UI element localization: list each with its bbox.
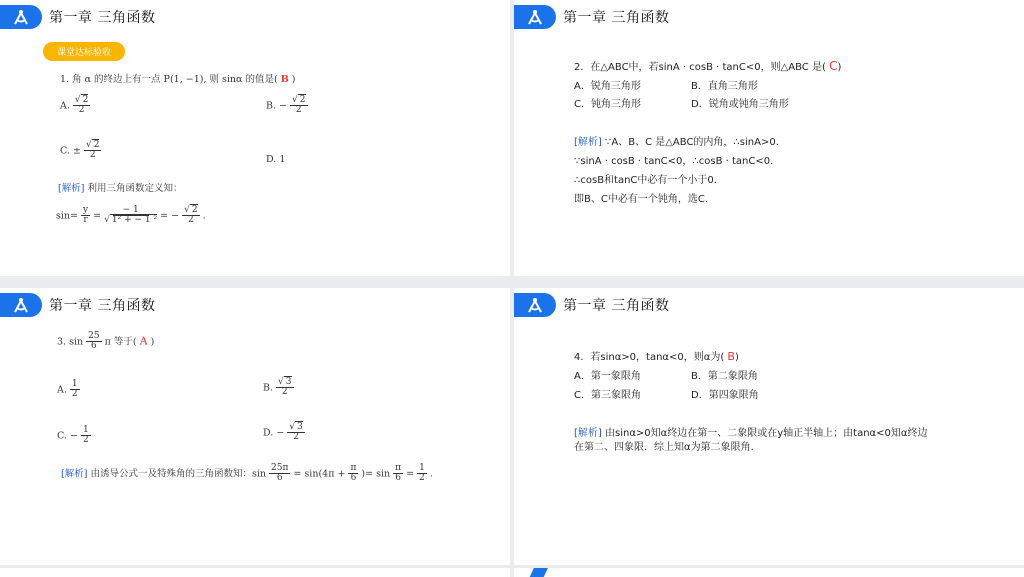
- denominator: 6: [91, 341, 97, 352]
- numerator: − 1: [113, 206, 149, 216]
- fraction-y-over-r: [81, 206, 90, 226]
- analysis-line: [61, 464, 433, 484]
- option-a: [57, 380, 80, 400]
- fraction: $\frac{√ 2}{2}$: [292, 95, 306, 116]
- slide-6-partial[interactable]: [514, 568, 1024, 577]
- option-b: [266, 96, 308, 116]
- fraction: [348, 464, 358, 484]
- numerator: π: [350, 463, 357, 473]
- slide-1[interactable]: [0, 0, 510, 276]
- denominator: 6: [395, 473, 401, 484]
- option-d: D．锐角或钝角三角形: [691, 99, 789, 110]
- option-d: [266, 154, 285, 165]
- compass-logo-icon: [0, 293, 42, 317]
- equals: =: [406, 468, 415, 480]
- analysis-line-3: ∴cosB和tanC中必有一个小于0.: [574, 175, 717, 186]
- option-label: D.: [266, 154, 277, 165]
- option-d: [263, 423, 305, 443]
- slide-header: [514, 293, 669, 317]
- chapter-title: 第一章 三角函数: [563, 10, 670, 26]
- period: .: [429, 468, 433, 480]
- question-stem: 1. 角 α 的终边上有一点 P(1, −1), 则 sinα 的值是(: [60, 74, 278, 85]
- option-b: B．第二象限角: [691, 371, 758, 382]
- chapter-title: 第一章 三角函数: [49, 298, 156, 314]
- fraction: [86, 332, 101, 352]
- fraction: [393, 464, 403, 484]
- question-4: [574, 348, 739, 363]
- question-close: ): [150, 336, 155, 348]
- fraction: [417, 464, 427, 484]
- numerator: 2: [93, 140, 100, 150]
- chapter-title: 第一章 三角函数: [49, 10, 156, 26]
- question-stem: π 等于(: [104, 336, 137, 348]
- question-stem: 2．在△ABC中，若sinA · cosB · tanC<0，则△ABC 是(: [574, 62, 826, 73]
- analysis-line-2: 在第二、四象限．综上知α为第二象限角.: [574, 442, 754, 453]
- compass-logo-icon: [514, 5, 556, 29]
- question-1: [60, 71, 296, 85]
- compass-logo-icon: [514, 293, 556, 317]
- fraction: [81, 426, 91, 446]
- sign: −: [279, 100, 288, 112]
- option-label: B.: [266, 100, 277, 112]
- analysis-text: ∵A、B、C 是△ABC的内角，∴sinA>0.: [605, 137, 779, 148]
- fraction: $\frac{√ 3}{2}$: [289, 422, 303, 443]
- option-d: D．第四象限角: [691, 390, 759, 401]
- decorative-stripe: [529, 568, 550, 577]
- formula-middle: = sin(4π +: [293, 468, 346, 480]
- question-2: [574, 58, 841, 73]
- question-stem: 4．若sinα>0，tanα<0，则α为(: [574, 352, 725, 363]
- formula-middle: )= sin: [361, 468, 391, 480]
- option-label: A.: [60, 100, 70, 112]
- numerator: 25: [88, 331, 100, 341]
- sign: ±: [72, 145, 81, 157]
- option-b: [263, 378, 294, 398]
- formula: [56, 206, 206, 226]
- analysis-line-1: [574, 133, 779, 148]
- analysis-text: 由sinα>0知α终边在第一、二象限或在y轴正半轴上；由tanα<0知α终边: [605, 428, 928, 439]
- analysis-line: [58, 180, 182, 194]
- option-b: B．直角三角形: [691, 81, 758, 92]
- option-label: D.: [263, 427, 274, 439]
- answer-mark: B: [280, 74, 289, 85]
- analysis-text: 利用三角函数定义知：: [87, 183, 183, 194]
- denominator: r: [83, 215, 88, 226]
- denominator: 6: [276, 473, 283, 484]
- fraction: $\frac{√ 3}{2}$: [278, 377, 292, 398]
- numerator: 1: [419, 463, 425, 473]
- option-a: A．第一象限角: [574, 371, 641, 382]
- fraction: [70, 380, 80, 400]
- option-value: 1: [279, 154, 286, 165]
- slide-header: [0, 293, 155, 317]
- analysis-tag: [解析]: [574, 428, 602, 439]
- analysis-line-4: 即B、C中必有一个钝角，选C.: [574, 194, 709, 205]
- numerator: 2: [191, 205, 198, 215]
- fraction: $\frac{√ 2}{2}$: [74, 95, 89, 116]
- analysis-tag: [解析]: [58, 183, 85, 194]
- numerator: 1: [71, 379, 78, 389]
- option-c: [57, 426, 91, 446]
- denominator: 2: [71, 389, 78, 400]
- numerator: 25π: [271, 463, 289, 473]
- denominator: 1² + − 1 ²: [111, 215, 158, 226]
- fraction-main: $\frac{- 1}{\text{√ 1² + − 1 ²}}$: [104, 205, 158, 226]
- analysis-tag: [解析]: [61, 468, 88, 480]
- slide-header: [0, 5, 155, 29]
- question-3: [57, 332, 154, 352]
- numerator: π: [395, 463, 402, 473]
- sign: −: [276, 427, 285, 439]
- slide-header: [514, 5, 669, 29]
- option-c: C．第三象限角: [574, 390, 641, 401]
- denominator: 2: [82, 435, 89, 446]
- option-label: B.: [263, 382, 274, 394]
- numerator: 2: [299, 95, 306, 105]
- analysis-tag: [解析]: [574, 137, 602, 148]
- formula-lhs: sin=: [56, 210, 78, 222]
- equals: =: [93, 210, 102, 222]
- fraction: $\frac{√ 2}{2}$: [85, 140, 100, 161]
- question-close: ): [837, 62, 842, 73]
- analysis-line-2: ∵sinA · cosB · tanC<0，∴cosB · tanC<0.: [574, 156, 774, 167]
- denominator: 2: [89, 150, 96, 161]
- option-c: C．钝角三角形: [574, 99, 641, 110]
- numerator: 3: [285, 377, 292, 387]
- option-a: [60, 96, 90, 116]
- numerator: 2: [82, 95, 89, 105]
- option-label: C.: [60, 145, 70, 157]
- fraction-result: $\frac{√ 2}{2}$: [184, 205, 198, 226]
- denominator: 2: [281, 387, 288, 398]
- analysis-text: 由诱导公式一及特殊角的三角函数知：sin: [90, 468, 266, 480]
- slide-3[interactable]: [0, 288, 510, 565]
- question-prefix: 3. sin: [57, 336, 84, 348]
- option-label: C.: [57, 430, 67, 442]
- slide-4[interactable]: [514, 288, 1024, 565]
- option-label: A.: [57, 384, 67, 396]
- sign: −: [69, 430, 78, 442]
- numerator: 3: [297, 422, 303, 432]
- option-c: [60, 141, 101, 161]
- numerator: y: [83, 205, 89, 215]
- chapter-title: 第一章 三角函数: [563, 298, 670, 314]
- answer-mark: B: [727, 350, 735, 363]
- denominator: 2: [295, 105, 302, 116]
- denominator: 2: [419, 473, 425, 484]
- answer-mark: A: [139, 334, 148, 348]
- denominator: 6: [350, 473, 357, 484]
- compass-logo-icon: [0, 5, 42, 29]
- period: .: [202, 210, 206, 222]
- analysis-line-1: [574, 424, 927, 439]
- denominator: 2: [78, 105, 85, 116]
- section-badge: 课堂达标验收: [43, 42, 125, 61]
- fraction: [269, 464, 290, 484]
- question-close: ): [291, 74, 296, 85]
- answer-mark: C: [829, 59, 838, 73]
- question-close: ): [734, 352, 739, 363]
- denominator: 2: [293, 432, 299, 443]
- option-a: A．锐角三角形: [574, 81, 641, 92]
- slide-5-partial[interactable]: [0, 568, 510, 577]
- slide-2[interactable]: [514, 0, 1024, 276]
- equals-negative: = −: [160, 210, 180, 222]
- numerator: 1: [82, 425, 89, 435]
- denominator: 2: [188, 215, 194, 226]
